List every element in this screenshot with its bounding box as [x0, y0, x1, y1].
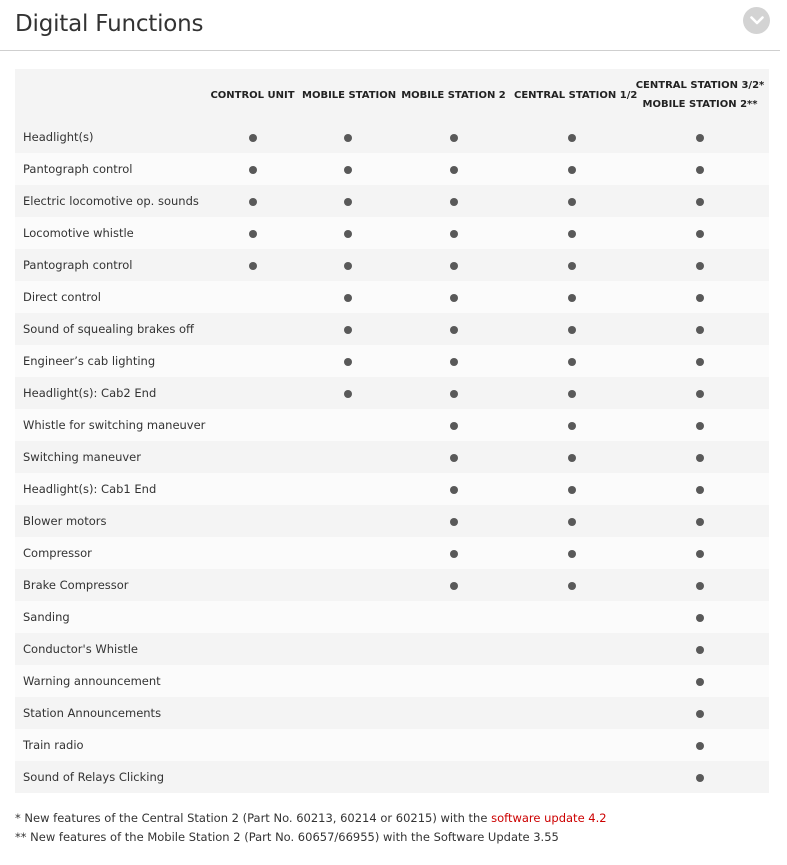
function-name: Warning announcement	[23, 674, 161, 688]
column-header-mobile-station-2: MOBILE STATION 2	[401, 89, 506, 101]
supported-dot-icon	[696, 198, 704, 206]
supported-dot-icon	[450, 326, 458, 334]
support-cell	[512, 665, 631, 697]
supported-dot-icon	[568, 134, 576, 142]
support-cell	[395, 249, 512, 281]
supported-dot-icon	[696, 742, 704, 750]
support-cell	[300, 601, 395, 633]
supported-dot-icon	[450, 550, 458, 558]
support-cell	[512, 281, 631, 313]
table-row	[15, 249, 769, 281]
supported-dot-icon	[696, 134, 704, 142]
support-cell	[512, 377, 631, 409]
support-cell	[395, 217, 512, 249]
supported-dot-icon	[450, 198, 458, 206]
supported-dot-icon	[696, 646, 704, 654]
support-cell	[631, 185, 769, 217]
supported-dot-icon	[344, 262, 352, 270]
supported-dot-icon	[696, 390, 704, 398]
supported-dot-icon	[696, 422, 704, 430]
function-name: Compressor	[23, 546, 92, 560]
supported-dot-icon	[450, 134, 458, 142]
support-cell	[205, 153, 300, 185]
support-cell	[395, 665, 512, 697]
support-cell	[395, 377, 512, 409]
supported-dot-icon	[249, 198, 257, 206]
function-name: Headlight(s): Cab1 End	[23, 482, 157, 496]
table-row	[15, 345, 769, 377]
supported-dot-icon	[696, 230, 704, 238]
footnote-central-station: * New features of the Central Station 2 (Part No. 60213, 60214 or 60215) with the software update 4.2	[15, 811, 607, 825]
support-cell	[205, 473, 300, 505]
table-row	[15, 473, 769, 505]
function-name: Electric locomotive op. sounds	[23, 194, 199, 208]
footnote-mobile-station: ** New features of the Mobile Station 2 (Part No. 60657/66955) with the Software Update 3.55	[15, 830, 559, 844]
table-row	[15, 569, 769, 601]
function-name: Sanding	[23, 610, 70, 624]
function-name: Engineer’s cab lighting	[23, 354, 156, 368]
function-name: Conductor's Whistle	[23, 642, 138, 656]
support-cell	[205, 633, 300, 665]
supported-dot-icon	[696, 486, 704, 494]
chevron-down-icon	[750, 16, 764, 25]
function-column-header	[15, 69, 205, 121]
support-cell	[395, 761, 512, 793]
support-cell	[512, 697, 631, 729]
support-cell	[512, 121, 631, 153]
support-cell	[631, 505, 769, 537]
supported-dot-icon	[568, 550, 576, 558]
column-header-central-station-3-2: CENTRAL STATION 3/2* MOBILE STATION 2**	[635, 80, 765, 110]
section-header	[0, 0, 780, 51]
function-name: Whistle for switching maneuver	[23, 418, 206, 432]
supported-dot-icon	[450, 166, 458, 174]
supported-dot-icon	[696, 710, 704, 718]
support-cell	[512, 249, 631, 281]
supported-dot-icon	[568, 358, 576, 366]
supported-dot-icon	[568, 198, 576, 206]
function-name: Headlight(s)	[23, 130, 94, 144]
support-cell	[631, 377, 769, 409]
supported-dot-icon	[568, 326, 576, 334]
support-cell	[631, 697, 769, 729]
table-row	[15, 761, 769, 793]
support-cell	[300, 569, 395, 601]
support-cell	[205, 217, 300, 249]
support-cell	[205, 281, 300, 313]
support-cell	[205, 761, 300, 793]
supported-dot-icon	[696, 454, 704, 462]
function-name: Blower motors	[23, 514, 107, 528]
collapse-toggle-button[interactable]	[743, 7, 770, 34]
supported-dot-icon	[249, 262, 257, 270]
supported-dot-icon	[344, 166, 352, 174]
table-header-row	[15, 69, 769, 121]
support-cell	[512, 153, 631, 185]
support-cell	[631, 665, 769, 697]
support-cell	[395, 505, 512, 537]
support-cell	[631, 217, 769, 249]
supported-dot-icon	[696, 774, 704, 782]
support-cell	[395, 601, 512, 633]
support-cell	[631, 633, 769, 665]
support-cell	[300, 761, 395, 793]
function-name: Direct control	[23, 290, 101, 304]
support-cell	[205, 345, 300, 377]
support-cell	[300, 633, 395, 665]
supported-dot-icon	[450, 294, 458, 302]
support-cell	[631, 345, 769, 377]
column-header-control-unit: CONTROL UNIT	[210, 89, 295, 101]
function-name: Brake Compressor	[23, 578, 129, 592]
support-cell	[205, 665, 300, 697]
supported-dot-icon	[696, 582, 704, 590]
support-cell	[512, 601, 631, 633]
support-cell	[512, 345, 631, 377]
support-cell	[300, 473, 395, 505]
table-row	[15, 153, 769, 185]
supported-dot-icon	[344, 134, 352, 142]
table-row	[15, 441, 769, 473]
table-row	[15, 697, 769, 729]
support-cell	[631, 569, 769, 601]
supported-dot-icon	[696, 614, 704, 622]
function-name: Train radio	[23, 738, 84, 752]
supported-dot-icon	[568, 518, 576, 526]
table-row	[15, 729, 769, 761]
function-name: Sound of squealing brakes off	[23, 322, 194, 336]
table-row	[15, 377, 769, 409]
supported-dot-icon	[696, 326, 704, 334]
support-cell	[300, 185, 395, 217]
support-cell	[395, 441, 512, 473]
support-cell	[205, 697, 300, 729]
supported-dot-icon	[249, 134, 257, 142]
table-row	[15, 121, 769, 153]
support-cell	[395, 185, 512, 217]
supported-dot-icon	[568, 230, 576, 238]
supported-dot-icon	[568, 486, 576, 494]
support-cell	[395, 281, 512, 313]
function-name: Sound of Relays Clicking	[23, 770, 165, 784]
support-cell	[205, 505, 300, 537]
support-cell	[631, 409, 769, 441]
supported-dot-icon	[696, 262, 704, 270]
supported-dot-icon	[568, 454, 576, 462]
support-cell	[395, 345, 512, 377]
table-row	[15, 633, 769, 665]
table-row	[15, 313, 769, 345]
supported-dot-icon	[450, 582, 458, 590]
support-cell	[205, 185, 300, 217]
supported-dot-icon	[696, 166, 704, 174]
support-cell	[631, 601, 769, 633]
support-cell	[512, 185, 631, 217]
function-name: Switching maneuver	[23, 450, 141, 464]
support-cell	[512, 537, 631, 569]
supported-dot-icon	[450, 230, 458, 238]
support-cell	[512, 633, 631, 665]
support-cell	[300, 537, 395, 569]
support-cell	[395, 633, 512, 665]
support-cell	[205, 249, 300, 281]
supported-dot-icon	[344, 294, 352, 302]
supported-dot-icon	[344, 198, 352, 206]
function-name: Station Announcements	[23, 706, 162, 720]
supported-dot-icon	[696, 550, 704, 558]
supported-dot-icon	[696, 678, 704, 686]
supported-dot-icon	[344, 230, 352, 238]
support-cell	[300, 345, 395, 377]
functions-table-body	[15, 121, 769, 793]
support-cell	[300, 697, 395, 729]
support-cell	[631, 537, 769, 569]
support-cell	[631, 473, 769, 505]
table-row	[15, 665, 769, 697]
support-cell	[300, 121, 395, 153]
support-cell	[512, 761, 631, 793]
supported-dot-icon	[450, 486, 458, 494]
column-header-mobile-station: MOBILE STATION	[302, 89, 397, 101]
support-cell	[205, 441, 300, 473]
supported-dot-icon	[249, 230, 257, 238]
supported-dot-icon	[450, 454, 458, 462]
support-cell	[512, 217, 631, 249]
supported-dot-icon	[450, 390, 458, 398]
support-cell	[395, 569, 512, 601]
support-cell	[395, 409, 512, 441]
software-update-link[interactable]: software update 4.2	[491, 811, 607, 825]
support-cell	[395, 313, 512, 345]
support-cell	[395, 153, 512, 185]
supported-dot-icon	[344, 358, 352, 366]
function-name: Headlight(s): Cab2 End	[23, 386, 157, 400]
function-name: Pantograph control	[23, 258, 133, 272]
supported-dot-icon	[450, 358, 458, 366]
supported-dot-icon	[568, 390, 576, 398]
support-cell	[512, 505, 631, 537]
support-cell	[300, 281, 395, 313]
support-cell	[512, 409, 631, 441]
support-cell	[205, 121, 300, 153]
support-cell	[631, 313, 769, 345]
table-row	[15, 537, 769, 569]
support-cell	[205, 601, 300, 633]
support-cell	[300, 249, 395, 281]
support-cell	[512, 313, 631, 345]
support-cell	[395, 697, 512, 729]
support-cell	[512, 569, 631, 601]
support-cell	[300, 665, 395, 697]
supported-dot-icon	[568, 166, 576, 174]
function-name: Locomotive whistle	[23, 226, 134, 240]
support-cell	[512, 473, 631, 505]
table-row	[15, 601, 769, 633]
supported-dot-icon	[696, 358, 704, 366]
table-row	[15, 217, 769, 249]
support-cell	[395, 121, 512, 153]
support-cell	[395, 537, 512, 569]
support-cell	[631, 281, 769, 313]
table-row	[15, 281, 769, 313]
supported-dot-icon	[344, 390, 352, 398]
table-row	[15, 185, 769, 217]
support-cell	[205, 537, 300, 569]
support-cell	[300, 505, 395, 537]
function-name: Pantograph control	[23, 162, 133, 176]
support-cell	[631, 441, 769, 473]
supported-dot-icon	[568, 294, 576, 302]
support-cell	[512, 729, 631, 761]
supported-dot-icon	[568, 262, 576, 270]
support-cell	[512, 441, 631, 473]
table-row	[15, 409, 769, 441]
supported-dot-icon	[568, 422, 576, 430]
support-cell	[631, 153, 769, 185]
support-cell	[631, 249, 769, 281]
supported-dot-icon	[568, 582, 576, 590]
functions-table	[15, 69, 769, 793]
support-cell	[395, 473, 512, 505]
supported-dot-icon	[450, 518, 458, 526]
support-cell	[300, 217, 395, 249]
support-cell	[205, 377, 300, 409]
support-cell	[300, 409, 395, 441]
support-cell	[300, 377, 395, 409]
support-cell	[631, 121, 769, 153]
support-cell	[205, 409, 300, 441]
support-cell	[205, 729, 300, 761]
support-cell	[300, 313, 395, 345]
support-cell	[205, 569, 300, 601]
support-cell	[205, 313, 300, 345]
support-cell	[395, 729, 512, 761]
support-cell	[631, 761, 769, 793]
support-cell	[300, 729, 395, 761]
support-cell	[300, 153, 395, 185]
supported-dot-icon	[450, 422, 458, 430]
support-cell	[300, 441, 395, 473]
supported-dot-icon	[696, 294, 704, 302]
supported-dot-icon	[450, 262, 458, 270]
supported-dot-icon	[344, 326, 352, 334]
support-cell	[631, 729, 769, 761]
table-row	[15, 505, 769, 537]
supported-dot-icon	[696, 518, 704, 526]
section-title: Digital Functions	[15, 11, 204, 37]
supported-dot-icon	[249, 166, 257, 174]
column-header-central-station-1-2: CENTRAL STATION 1/2	[514, 89, 638, 101]
